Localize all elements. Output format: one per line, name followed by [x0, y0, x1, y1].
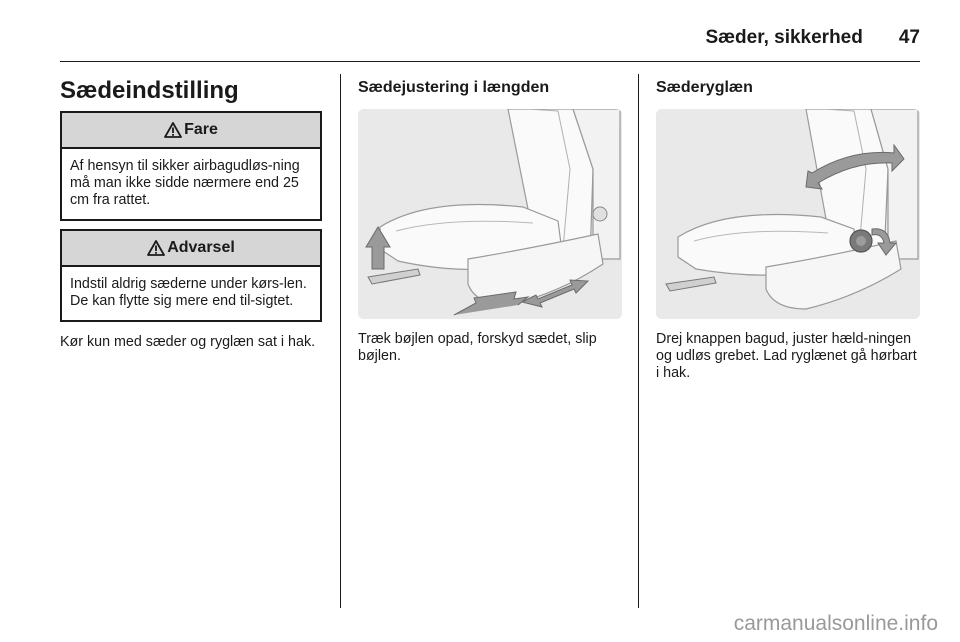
section-title: Sæder, sikkerhed	[705, 27, 863, 48]
watermark[interactable]: carmanualsonline.info	[733, 612, 938, 635]
backrest-heading: Sæderyglæn	[656, 79, 753, 96]
page-header	[60, 18, 920, 58]
column-divider-1	[340, 74, 341, 608]
warning-triangle-icon	[164, 122, 182, 138]
length-heading: Sædejustering i længden	[358, 79, 550, 96]
warning-box	[60, 229, 322, 322]
seat-backrest-illustration	[656, 109, 920, 319]
column-length-adjustment	[358, 74, 622, 365]
warning-box-text: Indstil aldrig sæderne under kørs-len. De kan flytte sig mere end til-sigtet.	[70, 276, 307, 309]
danger-box-text: Af hensyn til sikker airbagudløs-ning må man ikke sidde nærmere end 25 cm fra rattet.	[70, 158, 300, 208]
length-caption: Træk bøjlen opad, forskyd sædet, slip bøjlen.	[358, 331, 597, 364]
warning-triangle-icon	[147, 240, 165, 256]
header-divider	[60, 61, 920, 62]
danger-box	[60, 111, 322, 221]
seat-lever-illustration	[358, 109, 622, 319]
page-number: 47	[898, 27, 920, 48]
danger-box-title: Fare	[62, 113, 320, 149]
backrest-caption: Drej knappen bagud, juster hæld-ningen og udløs grebet. Lad ryglænet gå hørbart i hak.	[656, 331, 917, 381]
warning-box-title: Advarsel	[62, 231, 320, 267]
column-backrest	[656, 74, 920, 382]
column-divider-2	[638, 74, 639, 608]
column-seat-adjustment	[60, 74, 322, 351]
body-paragraph: Kør kun med sæder og ryglæn sat i hak.	[60, 334, 316, 350]
main-heading: Sædeindstilling	[60, 77, 239, 104]
